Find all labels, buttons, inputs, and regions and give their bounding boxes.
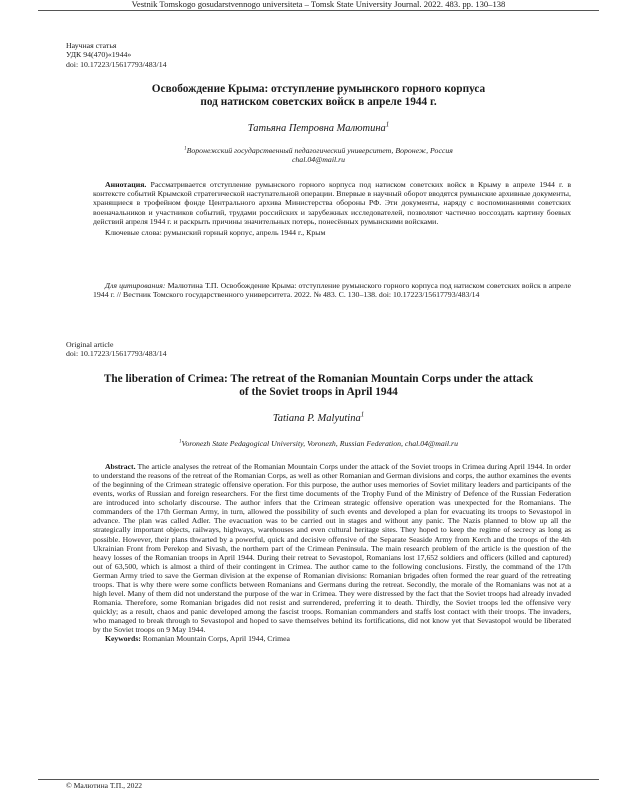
ru-abstract [93,180,571,237]
en-keywords-label: Keywords: [105,634,141,644]
en-author-name: Tatiana P. Malyutina [272,413,361,424]
ru-affil-sup: 1 [184,145,187,152]
en-abstract-label: Abstract. [105,462,136,471]
en-title [66,373,571,400]
ru-meta [66,41,167,69]
ru-author-sup: 1 [385,121,390,129]
ru-citation-text: Малютина Т.П. Освобождение Крыма: отступление румынского горного корпуса под натиском советских войск в апреле 1944 г. // Вестник Томского государственного университета. 2022. № 483. С. 130–138. doi: 10.17223/15617793/483/14 [93,281,571,300]
ru-citation [93,281,571,299]
en-doi: doi: 10.17223/15617793/483/14 [66,349,167,359]
ru-article-type: Научная статья [66,41,117,50]
en-author-sup: 1 [360,411,365,419]
ru-author [66,123,571,135]
ru-citation-label: Для цитирования: [105,281,166,290]
ru-author-name: Татьяна Петровна Малютина [247,123,386,134]
ru-title [66,83,571,110]
copyright: © Малютина Т.П., 2022 [66,781,143,790]
en-abstract-text: The article analyses the retreat of the Romanian Mountain Corps under the attack of the Soviet troops in Crimea during April 1944. In order to understand the reasons of the retreat of the Romanian Corps, as well as other Romanian and German divisions and corps, the author examines the events of the beginning of the Crimean strategic offensive operation. For this purpose, the author uses memories of Soviet military leaders and participants of the events, works of Russian and foreign researchers. For the first time documents of the Trophy Fund of the Ministry of Defence of the Russian Federation are introduced into scholarly discourse. The author infers that the Crimean strategic offensive operation was unexpected for the Romanians. The commanders of the 17th German Army, in turn, allowed the possibility of such events and developed a plan for evacuating its troops to Sevastopol in advance. The plan was called Adler. The evacuation was to be carried out in stages and without any panic. The Nazis planned to blow up all the strategically important objects, railways, highways, warehouses and even cultural heritage sites. They hoped to keep the regime of secrecy as long as possible. However, their plans thwarted by a powerful, quick and decisive offensive of the Separate Seaside Army from Kerch and the troops of the 4th Ukrainian Front from Perekop and Sivash, the northern part of the Crimean Peninsula. The main research problem of the article is the question of the heavy losses of the Romanian troops in April 1944. During their retreat to Sevastopol, Romanians lost 17,652 soldiers and officers (killed and captured) out of 63,500, which is almost a third of their contingent in Crimea. The author came to the following conclusions. Firstly, the command of the 17th German Army tried to save the German division at the expense of Romanian divisions: Romanian brigades often formed the rear guard of the retreating troops. That is why there were some conflicts between Romanians and Germans during the retreat. Secondly, the morale of the Romanians was not at a high level. Many of them did not understand the purpose of the war in Crimea. They were distressed by the fact that the Soviet troops had already invaded Romania. Therefore, some Romanian brigades did not resist and surrendered, preferring it to death. Thirdly, the Soviet troops led the offensive very quickly; as a result, chaos and panic developed among the fascist troops. Romanian commanders and staffs lost contact with their troops. The invaders, who managed to break through to Sevastopol and hoped to save themselves behind its fortifications, did not know yet that Sevastopol would be liberated by the Soviet troops on 9 May 1944. [93,462,571,635]
ru-abstract-label: Аннотация. [105,180,147,189]
ru-abstract-text: Рассматривается отступление румынского горного корпуса под натиском советских войск в Крыму в апреле 1944 г. в контексте событий Крымской стратегической наступательной операции. Впервые в научный оборот вводятся румынские архивные документы, хранящиеся в трофейном фонде Центрального архива Министерства обороны РФ. Эти документы, наряду с воспоминаниями советских военачальников и участников событий, трудами российских и зарубежных исследователей, позволяют частично воссоздать картину боевых действий апреля 1944 г. и раскрыть причины значительных потерь, понесённых румынскими войсками. [93,180,571,226]
ru-title-line2: под натиском советских войск в апреле 1944 г. [200,96,437,109]
en-title-line1: The liberation of Crimea: The retreat of the Romanian Mountain Corps under the attack [103,373,534,385]
running-header: Vestnik Tomskogo gosudarstvennogo universiteta – Tomsk State University Journal. 2022. 483. pp. 130–138 [131,0,506,9]
en-meta [66,340,167,359]
en-article-type: Original article [66,340,114,349]
en-keywords-text: Romanian Mountain Corps, April 1944, Crimea [142,634,290,644]
header-rule [38,0,599,11]
ru-affiliation-text: Воронежский государственный педагогический университет, Воронеж, Россия [186,146,453,155]
ru-keywords-text: румынский горный корпус, апрель 1944 г., Крым [163,228,326,238]
en-author [66,413,571,425]
en-affiliation-text: Voronezh State Pedagogical University, Voronezh, Russian Federation, chal.04@mail.ru [181,439,458,448]
en-title-line2: of the Soviet troops in April 1944 [239,386,398,399]
ru-email: chal.04@mail.ru [291,155,346,165]
ru-title-line1: Освобождение Крыма: отступление румынского горного корпуса [151,83,486,95]
ru-affiliation [66,146,571,165]
en-affil-sup: 1 [179,438,182,445]
ru-doi: doi: 10.17223/15617793/483/14 [66,59,167,69]
en-abstract [93,462,571,643]
en-affiliation [66,439,571,448]
ru-udc: УДК 94(470)«1944» [66,50,132,60]
ru-keywords-label: Ключевые слова: [105,228,162,238]
footer-rule [38,779,599,780]
